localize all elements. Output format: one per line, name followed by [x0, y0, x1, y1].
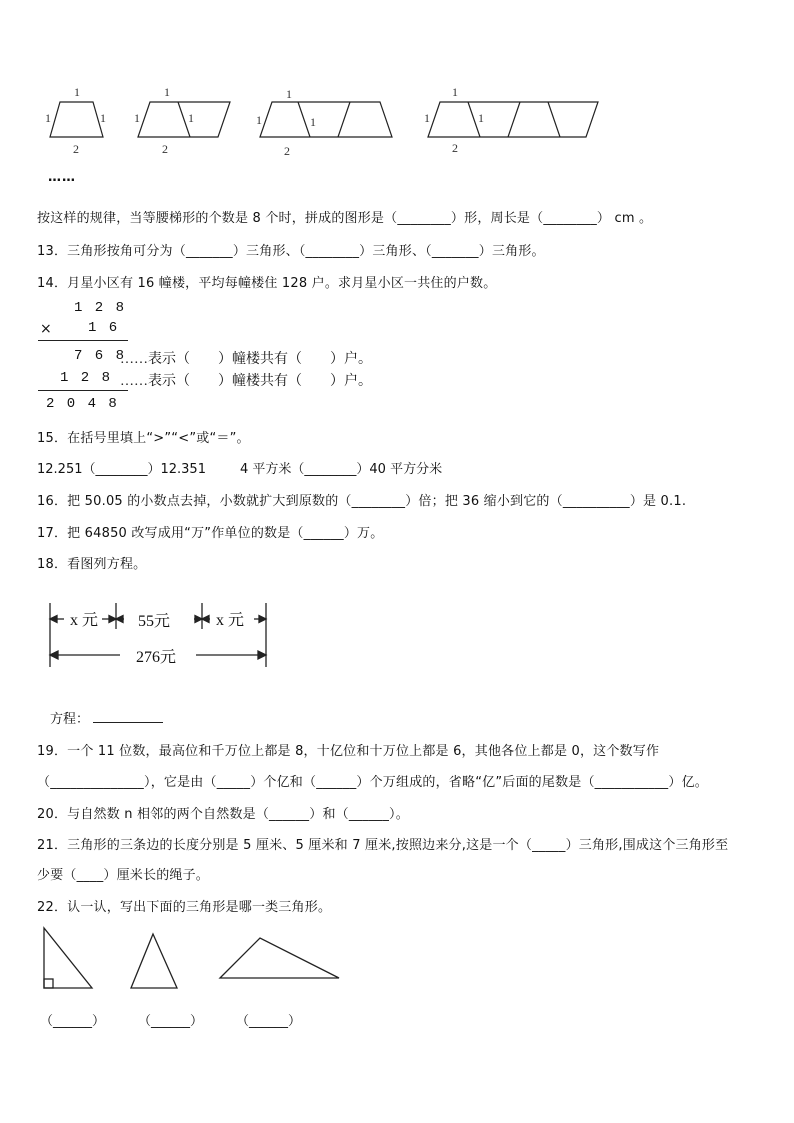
trapezoid-group-4 — [428, 102, 598, 137]
equation-segment-diagram — [40, 595, 280, 675]
times-sign: × — [40, 321, 52, 337]
q20-question: 20．与自然数 n 相邻的两个自然数是（______）和（______）。 — [37, 807, 409, 822]
q15-question: 15．在括号里填上“>”“<”或“＝”。 — [37, 431, 250, 446]
partial-note-1: ……表示（ ）幢楼共有（ ）户。 — [120, 352, 372, 367]
triangle-blank-2[interactable]: （______） — [138, 1014, 204, 1029]
q15-part1: 12.251（________）12.351 — [37, 462, 206, 477]
trap4-top-label: 1 — [452, 85, 458, 99]
multiplier: 1 6 — [88, 320, 120, 336]
partial-product-2: 1 2 8 — [60, 370, 113, 386]
trapezoid-pattern-figure — [0, 80, 794, 160]
partial-note-2: ……表示（ ）幢楼共有（ ）户。 — [120, 374, 372, 389]
trap1-top-label: 1 — [74, 85, 80, 99]
partial-product-1: 7 6 8 — [74, 348, 127, 364]
trap2-inner-label: 1 — [188, 111, 194, 125]
segment-x-right: x 元 — [216, 612, 245, 629]
trap3-inner-label: 1 — [310, 115, 316, 129]
q17-question: 17．把 64850 改写成用“万”作单位的数是（______）万。 — [37, 526, 384, 541]
equation-answer-line[interactable] — [93, 722, 163, 723]
q22-question: 22．认一认，写出下面的三角形是哪一类三角形。 — [37, 900, 332, 915]
q18-question: 18．看图列方程。 — [37, 557, 147, 572]
q21-line1: 21．三角形的三条边的长度分别是 5 厘米、5 厘米和 7 厘米,按照边来分,这是一个（_____）三角形,围成这个三角形至 — [37, 838, 729, 853]
trap3-side-label: 1 — [256, 113, 262, 127]
multiplication-rule-1 — [38, 340, 128, 341]
trapezoid-1 — [50, 102, 103, 137]
trap1-side-label: 1 — [45, 111, 51, 125]
trap3-bottom-label: 2 — [284, 144, 290, 158]
trap2-top-label: 1 — [164, 85, 170, 99]
acute-triangle — [131, 934, 177, 988]
q21-line2: 少要（____）厘米长的绳子。 — [37, 868, 210, 883]
trapezoid-group-3 — [260, 102, 392, 137]
obtuse-triangle — [220, 938, 339, 978]
trap2-side-label: 1 — [134, 111, 140, 125]
trap4-side-label: 1 — [424, 111, 430, 125]
q14-question: 14．月星小区有 16 幢楼，平均每幢楼住 128 户。求月星小区一共住的户数。 — [37, 276, 497, 291]
trap4-bottom-label: 2 — [452, 141, 458, 155]
continuation-dots: …… — [48, 170, 76, 185]
segment-55: 55元 — [138, 613, 171, 630]
trap1-bottom-label: 2 — [73, 142, 79, 156]
segment-x-left: x 元 — [70, 612, 99, 629]
equation-label: 方程： — [50, 712, 90, 727]
q15-part2: 4 平方米（________）40 平方分米 — [240, 462, 443, 477]
q19-line2: （______________），它是由（_____）个亿和（______）个万组成的，省略“亿”后面的尾数是（___________）亿。 — [37, 775, 708, 790]
product: 2 0 4 8 — [46, 396, 119, 412]
triangles-figure — [0, 920, 400, 1000]
q19-line1: 19．一个 11 位数，最高位和千万位上都是 8，十亿位和十万位上都是 6，其他各位上都是 0，这个数写作 — [37, 744, 660, 759]
triangle-blank-3[interactable]: （______） — [236, 1014, 302, 1029]
q16-question: 16．把 50.05 的小数点去掉，小数就扩大到原数的（________）倍；把 36 缩小到它的（__________）是 0.1. — [37, 494, 687, 509]
trap3-top-label: 1 — [286, 87, 292, 101]
q12-question: 按这样的规律，当等腰梯形的个数是 8 个时，拼成的图形是（________）形，周长是（________） cm 。 — [37, 211, 653, 226]
multiplication-rule-2 — [38, 390, 128, 391]
q13-question: 13．三角形按角可分为（_______）三角形、（________）三角形、（_______）三角形。 — [37, 244, 545, 259]
segment-total: 276元 — [136, 649, 177, 666]
trap1-side-label-right: 1 — [100, 111, 106, 125]
multiplicand: 1 2 8 — [74, 300, 127, 316]
triangle-blank-1[interactable]: （______） — [40, 1014, 106, 1029]
trap4-inner-label: 1 — [478, 111, 484, 125]
trap2-bottom-label: 2 — [162, 142, 168, 156]
